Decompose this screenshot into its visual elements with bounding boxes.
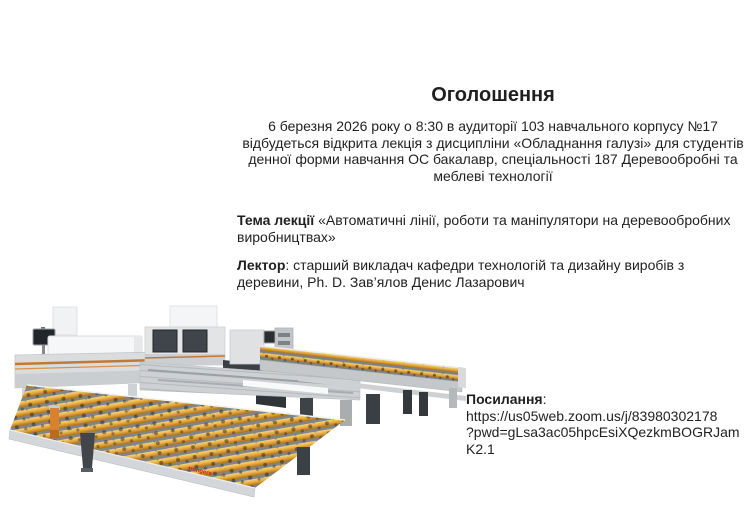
link-label-line: Посилання: — [466, 391, 547, 407]
zoom-url-line[interactable]: https://us05web.zoom.us/j/83980302178 — [466, 407, 718, 424]
lecture-topic-text: «Автоматичні лінії, роботи та маніпулятори на деревообробних виробництвах» — [237, 212, 731, 245]
zoom-url-line[interactable]: ?pwd=gLsa3ac05hpcEsiXQezkmBOGRJam — [466, 424, 740, 441]
zoom-url-line[interactable]: K2.1 — [466, 440, 495, 457]
link-label: Посилання — [466, 391, 543, 407]
table-leg — [403, 390, 412, 414]
exhaust-duct — [53, 307, 77, 335]
machine-window — [153, 330, 177, 352]
conveyor-leg — [80, 433, 95, 468]
lecturer-info — [237, 257, 735, 291]
roller-conveyor-large — [9, 385, 345, 497]
zoom-link-block — [466, 391, 750, 457]
announcement-text: 6 березня 2026 року о 8:30 в аудиторії 103 навчального корпусу №17 відбудеться відкрита лекція з дисципліни «Обладнання галузі» для студентів денної форми навчання ОС бакалавр, спеціальності 187 Деревообробні та меблеві технології — [242, 118, 744, 184]
conveyor-leg — [297, 447, 310, 475]
machinery-photo — [8, 302, 470, 498]
bed-leg — [366, 394, 380, 424]
page-title: Оголошення — [431, 84, 555, 106]
lecturer-text: : старший викладач кафедри технологій та дизайну виробів з деревини, Ph. D. Зав’ялов Денис Лазарович — [237, 257, 685, 290]
machine-logo: trangers — [187, 466, 213, 478]
machine-window — [183, 330, 207, 352]
lecture-topic-label: Тема лекції — [237, 212, 315, 228]
lecturer-label: Лектор — [237, 257, 286, 273]
machine-top-box — [170, 306, 217, 328]
lecture-topic — [237, 212, 735, 246]
table-leg — [419, 392, 428, 416]
